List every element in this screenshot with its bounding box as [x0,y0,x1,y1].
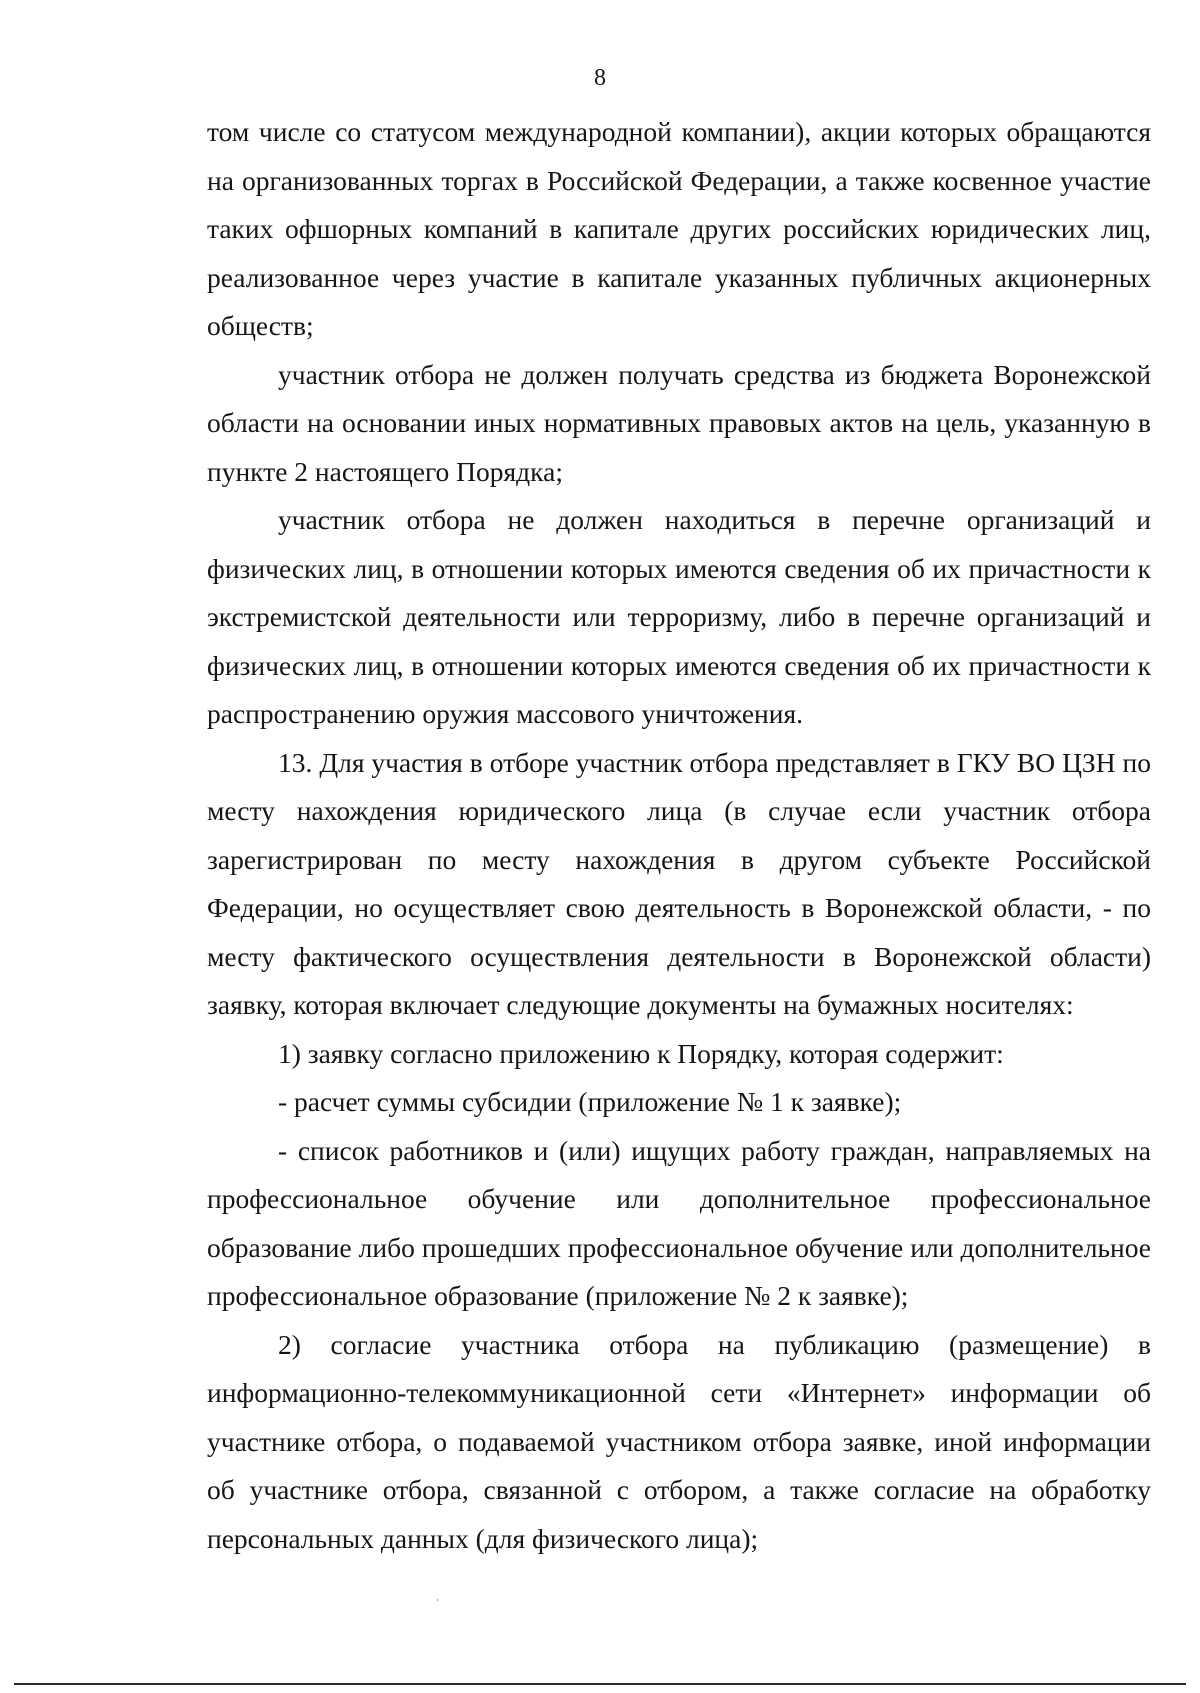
document-body [207,108,1151,1563]
paragraph-extremism-condition: участник отбора не должен находиться в перечне организаций и физических лиц, в отношении которых имеются сведения об их причастности к экстремистской деятельности или терроризму, либо в перечне организаций и физических лиц, в отношении которых имеются сведения об их причастности к распространению оружия массового уничтожения. [207,504,1151,729]
page-number: 8 [594,65,606,91]
paragraph-item-13: 13. Для участия в отборе участник отбора представляет в ГКУ ВО ЦЗН по месту нахождения юридического лица (в случае если участник отбора зарегистрирован по месту нахождения в другом субъекте Российской Федерации, но осуществляет свою деятельность в Воронежской области, - по месту фактического осуществления деятельности в Воронежской области) заявку, которая включает следующие документы на бумажных носителях: [207,746,1151,1020]
list-item-1: 1) заявку согласно приложению к Порядку, которая содержит: [278,1037,1004,1069]
bottom-scan-edge [14,1683,1186,1685]
list-subitem-calculation: - расчет суммы субсидии (приложение № 1 к заявке); [278,1086,902,1117]
list-subitem-employees: - список работников и (или) ищущих работу граждан, направляемых на профессиональное обучение или дополнительное профессиональное образование либо прошедших профессиональное обучение или дополнительное профессиональное образование (приложение № 2 к заявке); [207,1134,1151,1311]
list-item-2: 2) согласие участника отбора на публикацию (размещение) в информационно-телекоммуникационной сети «Интернет» информации об участнике отбора, о подаваемой участником отбора заявке, иной информации об участнике отбора, связанной с отбором, а также согласие на обработку персональных данных (для физического лица); [207,1328,1151,1554]
paragraph-continuation: том числе со статусом международной компании), акции которых обращаются на организованных торгах в Российской Федерации, а также косвенное участие таких офшорных компаний в капитале других российских юридических лиц, реализованное через участие в капитале указанных публичных акционерных обществ; [207,116,1151,341]
scan-speck [437,1599,438,1601]
paragraph-budget-condition: участник отбора не должен получать средства из бюджета Воронежской области на основании иных нормативных правовых актов на цель, указанную в пункте 2 настоящего Порядка; [207,358,1151,487]
